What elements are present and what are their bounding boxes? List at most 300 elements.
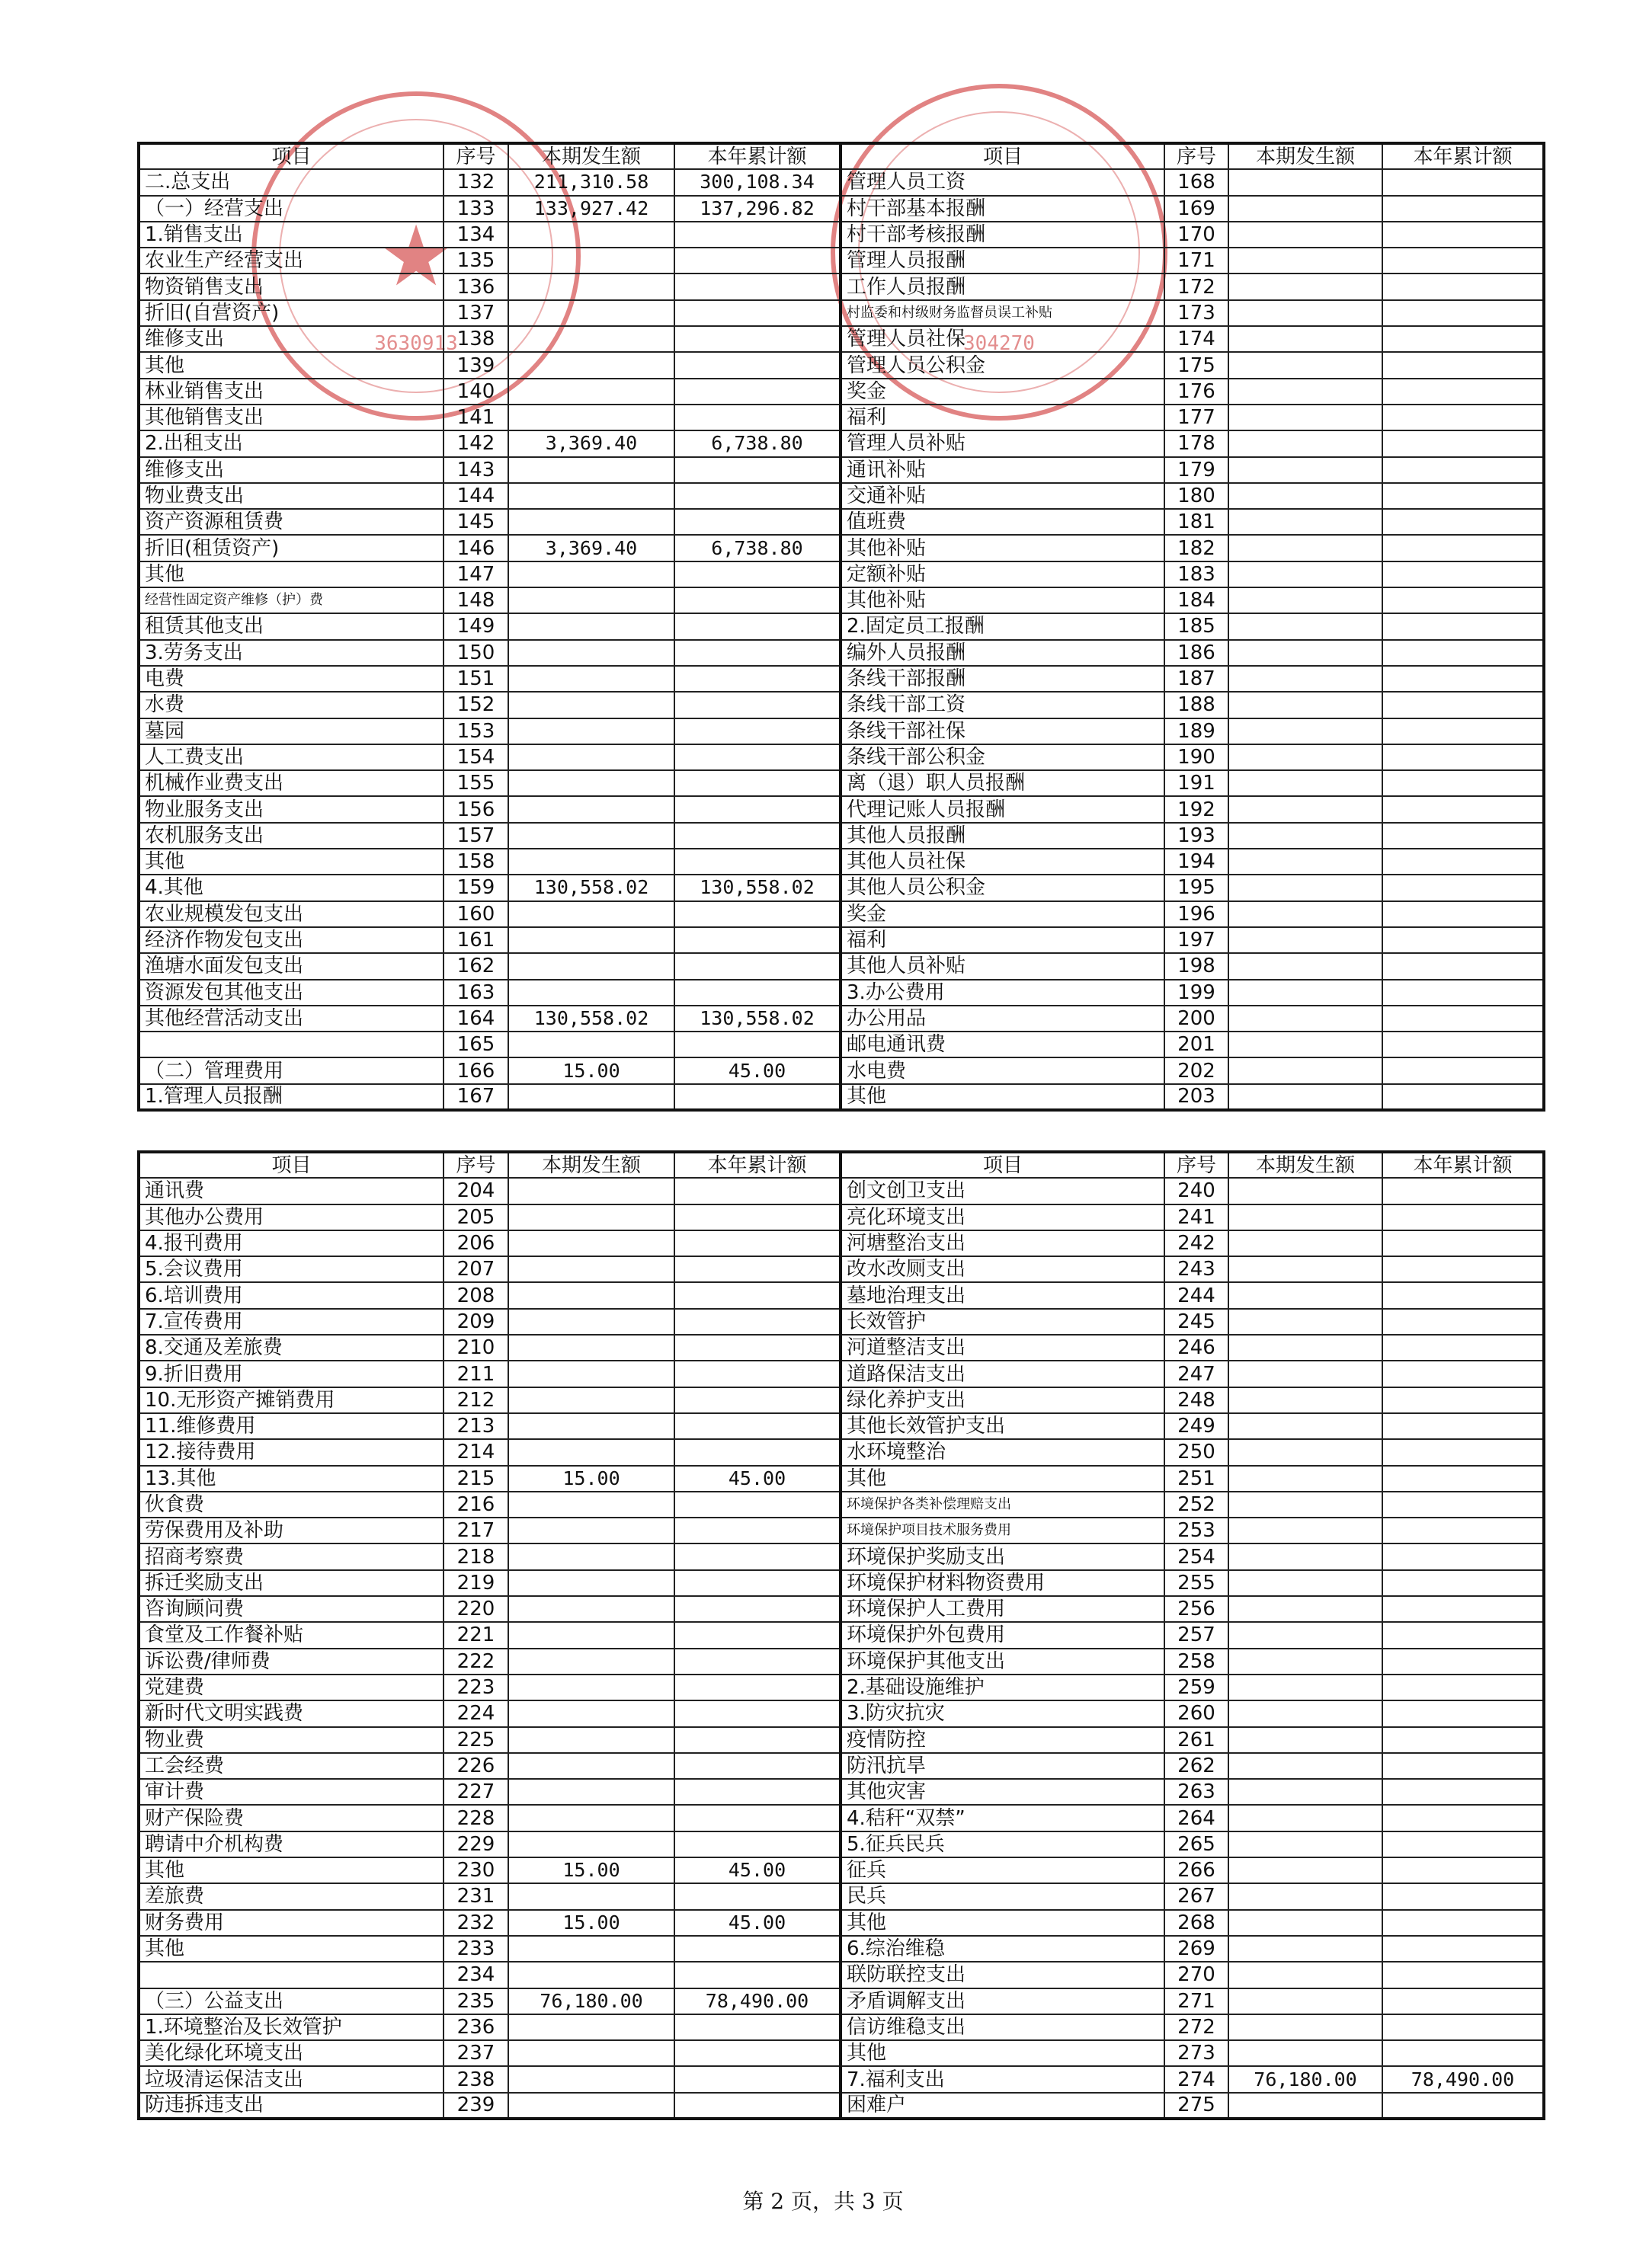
ytd-amount: [674, 2040, 841, 2066]
seq-number: 223: [444, 1675, 508, 1700]
item-name: 民兵: [841, 1883, 1164, 1909]
period-amount: [1228, 1032, 1382, 1057]
column-header: 本年累计额: [1382, 143, 1544, 169]
table-row: [139, 1883, 1544, 1909]
period-amount: [1228, 169, 1382, 195]
table-row: [139, 300, 1544, 326]
ytd-amount: [1382, 1057, 1544, 1083]
ytd-amount: [1382, 1753, 1544, 1779]
item-name: 管理人员补贴: [841, 430, 1164, 456]
period-amount: 3,369.40: [508, 430, 674, 456]
item-name: 渔塘水面发包支出: [139, 953, 444, 979]
item-name: 3.办公费用: [841, 980, 1164, 1006]
ytd-amount: [674, 980, 841, 1006]
period-amount: [1228, 1543, 1382, 1569]
period-amount: [508, 2093, 674, 2119]
item-name: 征兵: [841, 1857, 1164, 1883]
item-name: 招商考察费: [139, 1543, 444, 1569]
ytd-amount: [1382, 561, 1544, 587]
seq-number: 207: [444, 1256, 508, 1282]
item-name: 其他: [139, 1936, 444, 1962]
item-name: 垃圾清运保洁支出: [139, 2066, 444, 2092]
ytd-amount: [1382, 509, 1544, 535]
ytd-amount: [1382, 1309, 1544, 1335]
period-amount: [1228, 849, 1382, 875]
table-row: [139, 1204, 1544, 1230]
seq-number: 196: [1164, 901, 1228, 927]
table-row: [139, 1178, 1544, 1204]
ytd-amount: [674, 1936, 841, 1962]
ytd-amount: [674, 1831, 841, 1857]
ytd-amount: 45.00: [674, 1057, 841, 1083]
period-amount: [1228, 796, 1382, 822]
ytd-amount: [674, 1204, 841, 1230]
seq-number: 273: [1164, 2040, 1228, 2066]
item-name: 资源发包其他支出: [139, 980, 444, 1006]
item-name: 新时代文明实践费: [139, 1700, 444, 1726]
period-amount: [1228, 613, 1382, 639]
column-header: 项目: [139, 143, 444, 169]
table-row: [139, 561, 1544, 587]
ytd-amount: 137,296.82: [674, 196, 841, 222]
item-name: 3.劳务支出: [139, 640, 444, 666]
ytd-amount: [1382, 1230, 1544, 1256]
item-name: 环境保护项目技术服务费用: [841, 1518, 1164, 1543]
seq-number: 215: [444, 1466, 508, 1492]
seq-number: 168: [1164, 169, 1228, 195]
seq-number: 171: [1164, 248, 1228, 274]
item-name: 机械作业费支出: [139, 770, 444, 796]
period-amount: [1228, 1057, 1382, 1083]
period-amount: [508, 587, 674, 613]
period-amount: [508, 509, 674, 535]
item-name: （二）管理费用: [139, 1057, 444, 1083]
item-name: 13.其他: [139, 1466, 444, 1492]
ytd-amount: [1382, 770, 1544, 796]
period-amount: [1228, 1335, 1382, 1361]
seq-number: 243: [1164, 1256, 1228, 1282]
seq-number: 147: [444, 561, 508, 587]
item-name: 其他办公费用: [139, 1204, 444, 1230]
seq-number: 176: [1164, 379, 1228, 405]
period-amount: [1228, 666, 1382, 692]
item-name: 5.会议费用: [139, 1256, 444, 1282]
seq-number: 213: [444, 1413, 508, 1439]
table-row: [139, 1753, 1544, 1779]
seq-number: 154: [444, 744, 508, 770]
table-row: [139, 1466, 1544, 1492]
item-name: 财务费用: [139, 1910, 444, 1936]
ytd-amount: 78,490.00: [674, 1988, 841, 2014]
period-amount: [508, 640, 674, 666]
item-name: 奖金: [841, 901, 1164, 927]
seq-number: 216: [444, 1492, 508, 1518]
seq-number: 260: [1164, 1700, 1228, 1726]
seq-number: 159: [444, 875, 508, 900]
table-row: [139, 1057, 1544, 1083]
seq-number: 269: [1164, 1936, 1228, 1962]
item-name: 7.福利支出: [841, 2066, 1164, 2092]
table-row: [139, 535, 1544, 561]
table-row: [139, 640, 1544, 666]
ytd-amount: [674, 796, 841, 822]
seq-number: 228: [444, 1805, 508, 1831]
seq-number: 248: [1164, 1387, 1228, 1413]
item-name: 3.防灾抗灾: [841, 1700, 1164, 1726]
period-amount: [1228, 1084, 1382, 1110]
period-amount: [508, 796, 674, 822]
seq-number: 263: [1164, 1779, 1228, 1805]
ytd-amount: [1382, 613, 1544, 639]
seq-number: 208: [444, 1282, 508, 1308]
item-name: 农业生产经营支出: [139, 248, 444, 274]
period-amount: [508, 1700, 674, 1726]
ytd-amount: [1382, 1570, 1544, 1596]
period-amount: [1228, 1622, 1382, 1648]
item-name: 福利: [841, 405, 1164, 430]
seq-number: 141: [444, 405, 508, 430]
seq-number: 270: [1164, 1962, 1228, 1988]
item-name: 咨询顾问费: [139, 1596, 444, 1622]
ytd-amount: [674, 1032, 841, 1057]
ytd-amount: [1382, 1779, 1544, 1805]
seq-number: 206: [444, 1230, 508, 1256]
seq-number: 174: [1164, 326, 1228, 352]
period-amount: [508, 1622, 674, 1648]
item-name: 其他人员报酬: [841, 823, 1164, 849]
ytd-amount: [674, 692, 841, 718]
table-row: [139, 1084, 1544, 1110]
item-name: 编外人员报酬: [841, 640, 1164, 666]
item-name: 其他: [841, 1084, 1164, 1110]
table-row: [139, 1596, 1544, 1622]
table-row: [139, 613, 1544, 639]
table-row: [139, 352, 1544, 378]
period-amount: 15.00: [508, 1466, 674, 1492]
period-amount: [1228, 718, 1382, 744]
seq-number: 250: [1164, 1439, 1228, 1465]
seq-number: 158: [444, 849, 508, 875]
period-amount: [1228, 1700, 1382, 1726]
period-amount: 211,310.58: [508, 169, 674, 195]
period-amount: 133,927.42: [508, 196, 674, 222]
table-row: [139, 379, 1544, 405]
ytd-amount: [1382, 1596, 1544, 1622]
item-name: 维修支出: [139, 457, 444, 483]
ytd-amount: [1382, 901, 1544, 927]
item-name: 农业规模发包支出: [139, 901, 444, 927]
ytd-amount: [674, 849, 841, 875]
item-name: 疫情防控: [841, 1727, 1164, 1753]
period-amount: [1228, 953, 1382, 979]
ytd-amount: [1382, 248, 1544, 274]
seq-number: 134: [444, 222, 508, 248]
seq-number: 214: [444, 1439, 508, 1465]
seq-number: 197: [1164, 927, 1228, 953]
ytd-amount: [1382, 326, 1544, 352]
seq-number: 156: [444, 796, 508, 822]
period-amount: [508, 326, 674, 352]
period-amount: [1228, 561, 1382, 587]
period-amount: [1228, 1910, 1382, 1936]
table-row: [139, 1622, 1544, 1648]
ytd-amount: [1382, 744, 1544, 770]
item-name: 聘请中介机构费: [139, 1831, 444, 1857]
table-row: [139, 1962, 1544, 1988]
ytd-amount: 45.00: [674, 1466, 841, 1492]
seq-number: 271: [1164, 1988, 1228, 2014]
item-name: 二.总支出: [139, 169, 444, 195]
seq-number: 186: [1164, 640, 1228, 666]
ytd-amount: 45.00: [674, 1910, 841, 1936]
item-name: 其他: [139, 849, 444, 875]
seq-number: 275: [1164, 2093, 1228, 2119]
table-row: [139, 692, 1544, 718]
ytd-amount: [674, 1413, 841, 1439]
period-amount: [508, 1309, 674, 1335]
ytd-amount: [674, 1361, 841, 1387]
item-name: 改水改厕支出: [841, 1256, 1164, 1282]
period-amount: [1228, 1006, 1382, 1032]
ytd-amount: [674, 1727, 841, 1753]
seq-number: 170: [1164, 222, 1228, 248]
item-name: 管理人员社保: [841, 326, 1164, 352]
seq-number: 160: [444, 901, 508, 927]
period-amount: [508, 274, 674, 299]
ytd-amount: [674, 640, 841, 666]
seq-number: 188: [1164, 692, 1228, 718]
table-row: [139, 1282, 1544, 1308]
header-row: [139, 143, 1544, 169]
ytd-amount: [1382, 927, 1544, 953]
ytd-amount: [1382, 692, 1544, 718]
item-name: 其他补贴: [841, 535, 1164, 561]
item-name: 物业服务支出: [139, 796, 444, 822]
period-amount: [508, 561, 674, 587]
item-name: （三）公益支出: [139, 1988, 444, 2014]
item-name: 12.接待费用: [139, 1439, 444, 1465]
seq-number: 237: [444, 2040, 508, 2066]
seq-number: 264: [1164, 1805, 1228, 1831]
column-header: 序号: [444, 1152, 508, 1178]
period-amount: [508, 1230, 674, 1256]
period-amount: [1228, 1282, 1382, 1308]
item-name: 8.交通及差旅费: [139, 1335, 444, 1361]
item-name: 10.无形资产摊销费用: [139, 1387, 444, 1413]
seq-number: 231: [444, 1883, 508, 1909]
seq-number: 173: [1164, 300, 1228, 326]
seal-code-right: 304270: [963, 332, 1035, 355]
period-amount: [1228, 405, 1382, 430]
table-row: [139, 1675, 1544, 1700]
period-amount: [1228, 2093, 1382, 2119]
table-row: [139, 927, 1544, 953]
item-name: 条线干部社保: [841, 718, 1164, 744]
seq-number: 145: [444, 509, 508, 535]
period-amount: [508, 483, 674, 509]
seq-number: 167: [444, 1084, 508, 1110]
item-name: 伙食费: [139, 1492, 444, 1518]
column-header: 序号: [1164, 1152, 1228, 1178]
table-row: [139, 1543, 1544, 1569]
item-name: 水电费: [841, 1057, 1164, 1083]
period-amount: [1228, 587, 1382, 613]
ytd-amount: [674, 953, 841, 979]
item-name: 河塘整治支出: [841, 1230, 1164, 1256]
item-name: 创文创卫支出: [841, 1178, 1164, 1204]
period-amount: [1228, 1492, 1382, 1518]
header-row: [139, 1152, 1544, 1178]
period-amount: [508, 1335, 674, 1361]
item-name: 其他长效管护支出: [841, 1413, 1164, 1439]
seq-number: 240: [1164, 1178, 1228, 1204]
period-amount: [1228, 1649, 1382, 1675]
ytd-amount: [1382, 300, 1544, 326]
item-name: 防违拆违支出: [139, 2093, 444, 2119]
item-name: 交通补贴: [841, 483, 1164, 509]
period-amount: [1228, 222, 1382, 248]
ytd-amount: [674, 1492, 841, 1518]
seq-number: 221: [444, 1622, 508, 1648]
item-name: 5.征兵民兵: [841, 1831, 1164, 1857]
table-row: [139, 980, 1544, 1006]
period-amount: [1228, 379, 1382, 405]
item-name: 亮化环境支出: [841, 1204, 1164, 1230]
seq-number: 254: [1164, 1543, 1228, 1569]
ytd-amount: [674, 666, 841, 692]
item-name: 电费: [139, 666, 444, 692]
ytd-amount: [674, 248, 841, 274]
period-amount: [508, 1492, 674, 1518]
item-name: 维修支出: [139, 326, 444, 352]
seq-number: 256: [1164, 1596, 1228, 1622]
table-row: [139, 1518, 1544, 1543]
item-name: 村监委和村级财务监督员误工补贴: [841, 300, 1164, 326]
seq-number: 182: [1164, 535, 1228, 561]
table-row: [139, 718, 1544, 744]
table-row: [139, 1831, 1544, 1857]
period-amount: [1228, 980, 1382, 1006]
seq-number: 212: [444, 1387, 508, 1413]
seq-number: 200: [1164, 1006, 1228, 1032]
period-amount: [1228, 1675, 1382, 1700]
table-row: [139, 169, 1544, 195]
period-amount: [508, 1032, 674, 1057]
item-name: 绿化养护支出: [841, 1387, 1164, 1413]
seq-number: 205: [444, 1204, 508, 1230]
seq-number: 227: [444, 1779, 508, 1805]
ytd-amount: [674, 1883, 841, 1909]
item-name: 其他补贴: [841, 587, 1164, 613]
seq-number: 252: [1164, 1492, 1228, 1518]
period-amount: [508, 1256, 674, 1282]
seq-number: 241: [1164, 1204, 1228, 1230]
item-name: 水费: [139, 692, 444, 718]
seq-number: 246: [1164, 1335, 1228, 1361]
period-amount: [1228, 692, 1382, 718]
item-name: [139, 1962, 444, 1988]
table-row: [139, 875, 1544, 900]
ytd-amount: [674, 1596, 841, 1622]
seq-number: 178: [1164, 430, 1228, 456]
ytd-amount: [1382, 535, 1544, 561]
seq-number: 180: [1164, 483, 1228, 509]
table-row: [139, 326, 1544, 352]
expense-table-bottom: [137, 1150, 1545, 2120]
ytd-amount: [674, 1518, 841, 1543]
item-name: 办公用品: [841, 1006, 1164, 1032]
column-header: 项目: [139, 1152, 444, 1178]
ytd-amount: [674, 587, 841, 613]
seq-number: 266: [1164, 1857, 1228, 1883]
item-name: 6.培训费用: [139, 1282, 444, 1308]
table-row: [139, 587, 1544, 613]
table-row: [139, 196, 1544, 222]
page-footer: 第 2 页，共 3 页: [742, 2189, 904, 2214]
item-name: 防汛抗旱: [841, 1753, 1164, 1779]
ytd-amount: [674, 613, 841, 639]
ytd-amount: [674, 1779, 841, 1805]
period-amount: [1228, 1361, 1382, 1387]
seq-number: 233: [444, 1936, 508, 1962]
seq-number: 229: [444, 1831, 508, 1857]
item-name: 7.宣传费用: [139, 1309, 444, 1335]
period-amount: [1228, 1230, 1382, 1256]
item-name: 其他人员公积金: [841, 875, 1164, 900]
item-name: 墓地治理支出: [841, 1282, 1164, 1308]
period-amount: [1228, 535, 1382, 561]
ytd-amount: [1382, 430, 1544, 456]
seq-number: 142: [444, 430, 508, 456]
period-amount: [1228, 875, 1382, 900]
seq-number: 211: [444, 1361, 508, 1387]
item-name: 4.报刊费用: [139, 1230, 444, 1256]
ytd-amount: [1382, 1962, 1544, 1988]
ytd-amount: [1382, 222, 1544, 248]
seq-number: 161: [444, 927, 508, 953]
ytd-amount: [1382, 1204, 1544, 1230]
table-row: [139, 1936, 1544, 1962]
item-name: 其他: [139, 1857, 444, 1883]
ytd-amount: [674, 901, 841, 927]
period-amount: 15.00: [508, 1910, 674, 1936]
item-name: 环境保护各类补偿理赔支出: [841, 1492, 1164, 1518]
item-name: 其他: [841, 2040, 1164, 2066]
period-amount: [1228, 483, 1382, 509]
table-row: [139, 2093, 1544, 2119]
seq-number: 166: [444, 1057, 508, 1083]
table-row: [139, 1309, 1544, 1335]
item-name: 诉讼费/律师费: [139, 1649, 444, 1675]
seq-number: 218: [444, 1543, 508, 1569]
period-amount: [1228, 1596, 1382, 1622]
period-amount: [508, 1727, 674, 1753]
ytd-amount: [674, 1335, 841, 1361]
item-name: 其他: [139, 352, 444, 378]
ytd-amount: [674, 2093, 841, 2119]
period-amount: [1228, 823, 1382, 849]
ytd-amount: [674, 1675, 841, 1700]
table-row: [139, 1988, 1544, 2014]
seq-number: 194: [1164, 849, 1228, 875]
ytd-amount: [1382, 1649, 1544, 1675]
item-name: 定额补贴: [841, 561, 1164, 587]
period-amount: [508, 248, 674, 274]
period-amount: [1228, 1466, 1382, 1492]
item-name: 审计费: [139, 1779, 444, 1805]
seq-number: 222: [444, 1649, 508, 1675]
item-name: 工作人员报酬: [841, 274, 1164, 299]
